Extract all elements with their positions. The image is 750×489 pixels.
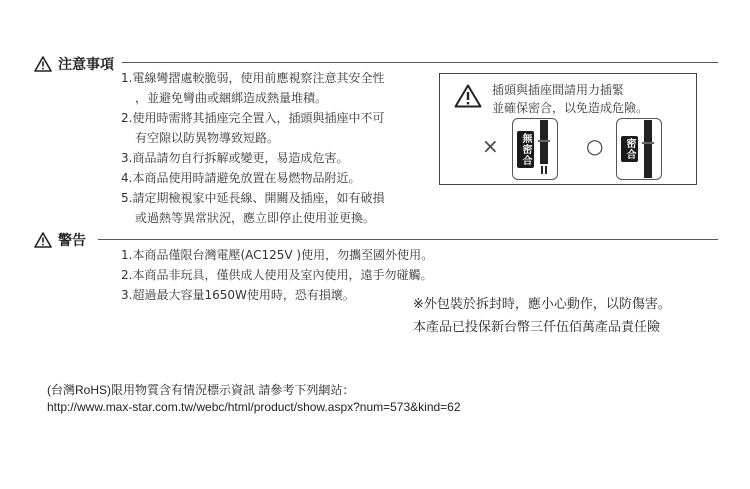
- plug-icon: [638, 120, 660, 178]
- insurance-notice: 本產品已投保新台幣三仟伍佰萬產品責任險: [413, 320, 661, 335]
- caution-item: 5.請定期檢視家中延長線、開關及插座，如有破損: [121, 191, 385, 205]
- plug-warning-line1: 插頭與插座間請用力插緊: [492, 83, 625, 97]
- caution-item: 4.本商品使用時請避免放置在易燃物品附近。: [121, 171, 361, 185]
- warning-heading-label: 警告: [58, 233, 86, 249]
- plug-fitted: [616, 118, 662, 180]
- plug-warning-line2: 並確保密合，以免造成危險。: [492, 101, 649, 115]
- right-mark: ○: [586, 134, 604, 158]
- plug-not-fitted: [512, 118, 558, 180]
- caution-item: 2.使用時需將其插座完全置入，插頭與插座中不可: [121, 111, 385, 125]
- warning-heading: [34, 230, 86, 250]
- warning-item: 2.本商品非玩具，僅供成人使用及室內使用，遠手勿碰觸。: [121, 268, 433, 282]
- rohs-info: (台灣RoHS)限用物質含有情況標示資訊 請參考下列網站：: [47, 383, 355, 397]
- packaging-notice: ※外包裝於拆封時，應小心動作，以防傷害。: [413, 297, 671, 312]
- caution-item: 3.商品請勿自行拆解或變更，易造成危害。: [121, 151, 349, 165]
- plug-not-fitted-label: 無密合: [517, 131, 534, 168]
- caution-heading: [34, 54, 114, 74]
- wrong-mark: ×: [482, 134, 499, 158]
- rohs-url[interactable]: http://www.max-star.com.tw/webc/html/product/show.aspx?num=573&kind=62: [47, 400, 461, 414]
- caution-list: [121, 68, 384, 228]
- warning-triangle-icon: [34, 56, 52, 72]
- warning-triangle-icon: [454, 84, 482, 108]
- warning-divider: [98, 239, 718, 240]
- warning-item: 3.超過最大容量1650W使用時，恐有損壞。: [121, 288, 355, 302]
- plug-warning-box: [439, 73, 697, 185]
- caution-item: ，並避免彎曲或綑綁造成熱量堆積。: [135, 91, 328, 105]
- caution-divider: [122, 62, 718, 63]
- warning-triangle-icon: [34, 232, 52, 248]
- warning-item: 1.本商品僅限台灣電壓(AC125V )使用，勿攜至國外使用。: [121, 248, 434, 262]
- caution-item: 或過熱等異常狀況，應立即停止使用並更換。: [135, 211, 376, 225]
- caution-item: 有空隙以防異物導致短路。: [135, 131, 280, 145]
- warning-list: [121, 245, 433, 305]
- caution-item: 1.電線彎摺處較脆弱，使用前應視察注意其安全性: [121, 71, 385, 85]
- plug-icon: [534, 120, 556, 178]
- plug-fitted-label: 密合: [621, 136, 638, 162]
- caution-heading-label: 注意事項: [58, 57, 114, 73]
